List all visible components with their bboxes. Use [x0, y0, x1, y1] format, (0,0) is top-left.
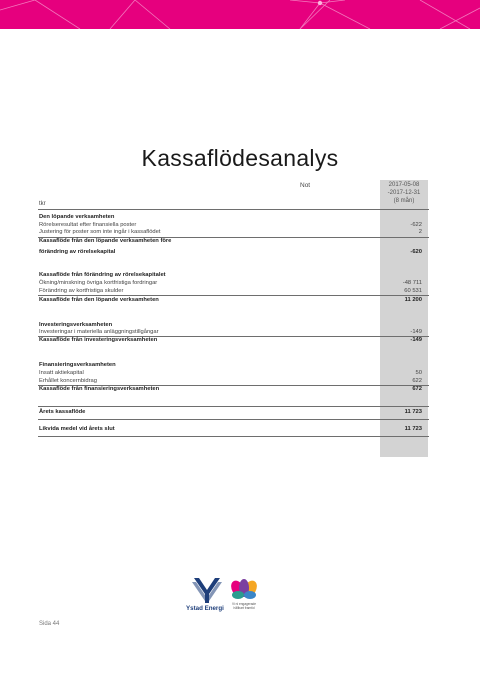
network-decoration-icon — [0, 0, 480, 29]
partner-logo-text: Vi ni engagerade hållbart framtid — [231, 602, 257, 610]
row-value: 672 — [412, 386, 422, 392]
row-value: -48 711 — [402, 280, 422, 286]
partner-lotus-logo-icon — [229, 578, 259, 602]
row-value: -149 — [410, 337, 422, 343]
row-label: Årets kassaflöde — [39, 409, 86, 415]
ystad-energi-logo-text: Ystad Energi — [186, 605, 224, 612]
unit-label: tkr — [39, 201, 46, 207]
row-label: Kassaflöde från finansieringsverksamheten — [39, 386, 160, 392]
row-label: Investeringar i materiella anläggningstillgångar — [39, 329, 159, 335]
row-label: Förändring av kortfristiga skulder — [39, 288, 124, 294]
row-label: Ökning/minskning övriga kortfristiga fordringar — [39, 280, 158, 286]
row-value: -620 — [410, 249, 422, 255]
summary-rule — [38, 406, 429, 407]
row-label: Rörelseresultat efter finansiella poster — [39, 222, 137, 228]
row-label: Erhållet koncernbidrag — [39, 378, 98, 384]
period-column-header — [380, 181, 428, 206]
summary-rule — [38, 419, 429, 420]
row-value: 11 200 — [404, 297, 422, 303]
period-line: (8 mån) — [393, 198, 415, 205]
period-line: -2017-12-31 — [387, 190, 421, 197]
subtotal-rule — [38, 295, 429, 296]
row-label: förändring av rörelsekapital — [39, 249, 116, 255]
not-column-header: Not — [300, 182, 311, 189]
row-label: Kassaflöde från den löpande verksamheten — [39, 297, 159, 303]
page-title: Kassaflödesanalys — [141, 145, 339, 172]
row-value: 2 — [418, 229, 422, 235]
row-value: 60 531 — [404, 288, 422, 294]
row-value: 622 — [412, 378, 422, 384]
period-line: 2017-05-08 — [388, 182, 420, 188]
row-label: Kassaflöde från investeringsverksamheten — [39, 337, 158, 343]
row-label: Insatt aktiekapital — [39, 370, 84, 376]
row-value: 11 723 — [404, 409, 422, 415]
row-label: Kassaflöde från den löpande verksamheten före — [39, 238, 172, 244]
page-number: Sida 44 — [39, 621, 60, 627]
top-banner — [0, 0, 480, 29]
header-rule — [38, 209, 429, 210]
row-label: Justering för poster som inte ingår i kassaflödet — [39, 229, 161, 235]
row-value: 50 — [415, 370, 422, 376]
row-label: Likvida medel vid årets slut — [39, 426, 115, 432]
row-value: 11 723 — [404, 426, 422, 432]
summary-rule — [38, 436, 429, 437]
row-value: -149 — [410, 329, 422, 335]
row-value: -622 — [410, 222, 422, 228]
